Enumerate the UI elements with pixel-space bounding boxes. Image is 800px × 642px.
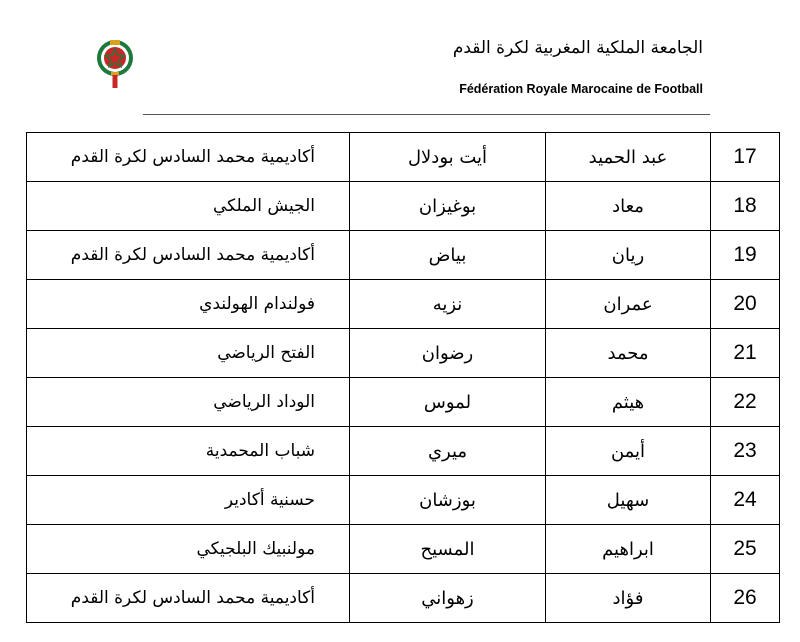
player-club: أكاديمية محمد السادس لكرة القدم — [27, 133, 350, 182]
player-club: أكاديمية محمد السادس لكرة القدم — [27, 574, 350, 623]
player-club: الوداد الرياضي — [27, 378, 350, 427]
player-first-name: عمران — [546, 280, 711, 329]
player-club: الجيش الملكي — [27, 182, 350, 231]
player-club: فولندام الهولندي — [27, 280, 350, 329]
table-row — [27, 525, 780, 574]
player-first-name: ابراهيم — [546, 525, 711, 574]
player-first-name: هيثم — [546, 378, 711, 427]
player-number: 22 — [711, 378, 780, 427]
header-divider — [143, 114, 710, 115]
player-club: حسنية أكادير — [27, 476, 350, 525]
table-row — [27, 280, 780, 329]
player-last-name: رضوان — [350, 329, 546, 378]
player-number: 18 — [711, 182, 780, 231]
player-first-name: ريان — [546, 231, 711, 280]
table-row — [27, 231, 780, 280]
frmf-crest-icon — [95, 38, 135, 92]
player-number: 26 — [711, 574, 780, 623]
table-row — [27, 378, 780, 427]
player-number: 21 — [711, 329, 780, 378]
player-first-name: محمد — [546, 329, 711, 378]
table-row — [27, 574, 780, 623]
player-last-name: ميري — [350, 427, 546, 476]
player-last-name: زهواني — [350, 574, 546, 623]
table-row — [27, 476, 780, 525]
player-number: 17 — [711, 133, 780, 182]
federation-title-french: Fédération Royale Marocaine de Football — [459, 82, 703, 96]
player-last-name: لموس — [350, 378, 546, 427]
player-number: 24 — [711, 476, 780, 525]
table-row — [27, 182, 780, 231]
player-first-name: أيمن — [546, 427, 711, 476]
player-number: 20 — [711, 280, 780, 329]
table-row — [27, 133, 780, 182]
player-club: الفتح الرياضي — [27, 329, 350, 378]
table-row — [27, 329, 780, 378]
player-last-name: المسيح — [350, 525, 546, 574]
player-last-name: أيت بودلال — [350, 133, 546, 182]
player-last-name: بوزشان — [350, 476, 546, 525]
player-club: شباب المحمدية — [27, 427, 350, 476]
player-first-name: معاد — [546, 182, 711, 231]
player-club: مولنبيك البلجيكي — [27, 525, 350, 574]
player-number: 25 — [711, 525, 780, 574]
player-number: 23 — [711, 427, 780, 476]
player-first-name: سهيل — [546, 476, 711, 525]
player-last-name: بوغيزان — [350, 182, 546, 231]
player-club: أكاديمية محمد السادس لكرة القدم — [27, 231, 350, 280]
federation-title-arabic: الجامعة الملكية المغربية لكرة القدم — [452, 38, 703, 58]
player-last-name: نزيه — [350, 280, 546, 329]
player-number: 19 — [711, 231, 780, 280]
table-row — [27, 427, 780, 476]
player-first-name: عبد الحميد — [546, 133, 711, 182]
player-first-name: فؤاد — [546, 574, 711, 623]
player-last-name: بياض — [350, 231, 546, 280]
player-roster-table — [26, 132, 780, 623]
